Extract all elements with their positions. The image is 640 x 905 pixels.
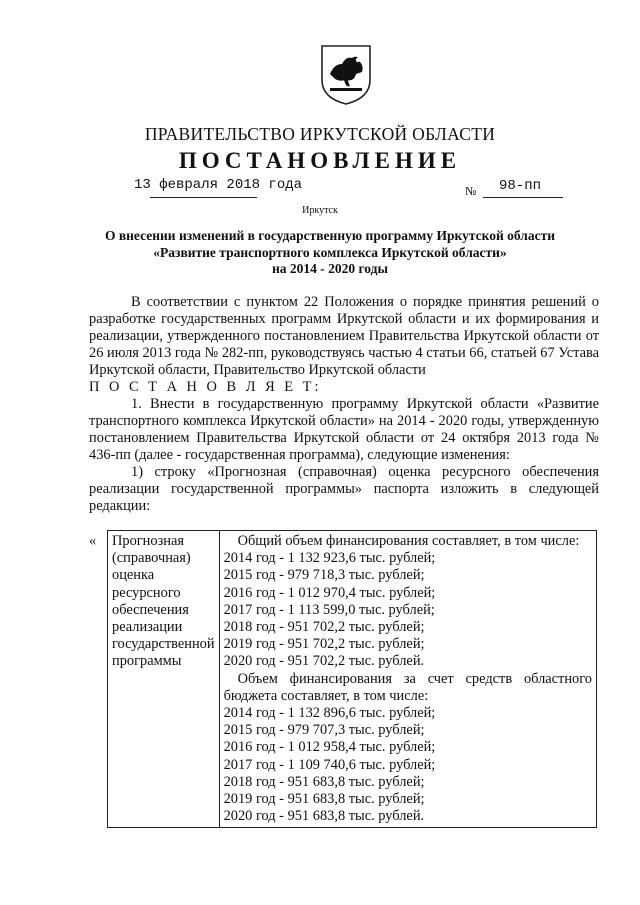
row-value-cell [219, 531, 596, 828]
total-year-row: 2014 год - 1 132 923,6 тыс. рублей; [223, 550, 436, 567]
document-body [89, 294, 599, 515]
total-year-row: 2020 год - 951 702,2 тыс. рублей. [223, 653, 425, 670]
number-sign: № [465, 184, 477, 198]
subject-line: «Развитие транспортного комплекса Иркутской области» [153, 244, 507, 260]
regional-year-row: 2016 год - 1 012 958,4 тыс. рублей; [223, 739, 436, 756]
total-year-row: 2015 год - 979 718,3 тыс. рублей; [223, 567, 425, 584]
total-year-row: 2017 год - 1 113 599,0 тыс. рублей; [223, 601, 435, 618]
government-title: ПРАВИТЕЛЬСТВО ИРКУТСКОЙ ОБЛАСТИ [144, 124, 496, 144]
regional-year-row: 2017 год - 1 109 740,6 тыс. рублей; [223, 756, 436, 773]
regional-year-row: 2018 год - 951 683,8 тыс. рублей; [223, 773, 425, 790]
document-number: 98-пп [499, 178, 542, 194]
label-line: оценка [112, 567, 155, 584]
number-underline [483, 197, 563, 198]
label-line: государственной [112, 636, 215, 653]
regional-year-row: 2020 год - 951 683,8 тыс. рублей. [223, 808, 425, 825]
document-date: 13 февраля 2018 года [134, 177, 303, 193]
table-row [108, 531, 597, 828]
label-line: ресурсного [112, 584, 181, 601]
document-type: ПОСТАНОВЛЕНИЕ [178, 148, 462, 173]
total-financing-intro: Общий объем финансирования составляет, в том числе: [237, 533, 580, 549]
label-line: реализации [112, 619, 183, 636]
document-subject [60, 228, 600, 278]
regional-year-row: 2015 год - 979 707,3 тыс. рублей; [223, 722, 425, 739]
label-line: обеспечения [112, 601, 189, 618]
row-label-cell [108, 531, 220, 828]
item-1-paragraph: 1. Внести в государственную программу Иркутской области «Развитие транспортного комплекса Иркутской области» на 2014 - 2020 годы, утвержденную постановлением Правительства Иркутской области от 24 октября 2013 года № 436-пп (далее - государственная программа), следующие изменения: [89, 396, 599, 463]
subject-line: О внесении изменений в государственную программу Иркутской области [104, 228, 556, 243]
total-year-row: 2019 год - 951 702,2 тыс. рублей; [223, 636, 425, 653]
regional-year-row: 2019 год - 951 683,8 тыс. рублей; [223, 791, 425, 808]
regional-budget-intro: Объем финансирования за счет средств областного бюджета составляет, в том числе: [223, 670, 592, 704]
total-year-row: 2016 год - 1 012 970,4 тыс. рублей; [223, 584, 436, 601]
date-underline [150, 197, 257, 198]
passport-table [107, 530, 597, 828]
regional-year-row: 2014 год - 1 132 896,6 тыс. рублей; [223, 705, 436, 722]
total-year-row: 2018 год - 951 702,2 тыс. рублей; [223, 619, 425, 636]
label-line: программы [112, 653, 182, 670]
resolves-heading: П О С Т А Н О В Л Я Е Т: [89, 379, 322, 395]
coat-of-arms-icon [320, 44, 372, 106]
label-line: (справочная) [112, 550, 191, 567]
city: Иркутск [302, 205, 338, 216]
label-line: Прогнозная [112, 533, 184, 549]
item-1-1-paragraph: 1) строку «Прогнозная (справочная) оценка ресурсного обеспечения реализации государственной программы» паспорта изложить в следующей редакции: [89, 464, 599, 514]
preamble-paragraph: В соответствии с пунктом 22 Положения о порядке принятия решений о разработке государственных программ Иркутской области и их формирования и реализации, утвержденного постановлением Правительства Иркутской области от 26 июля 2013 года № 282-пп, руководствуясь частью 4 статьи 66, статьей 67 Устава Иркутской области, Правительство Иркутской области [89, 294, 599, 378]
subject-line: на 2014 - 2020 годы [271, 261, 389, 276]
opening-quote: « [89, 533, 97, 549]
